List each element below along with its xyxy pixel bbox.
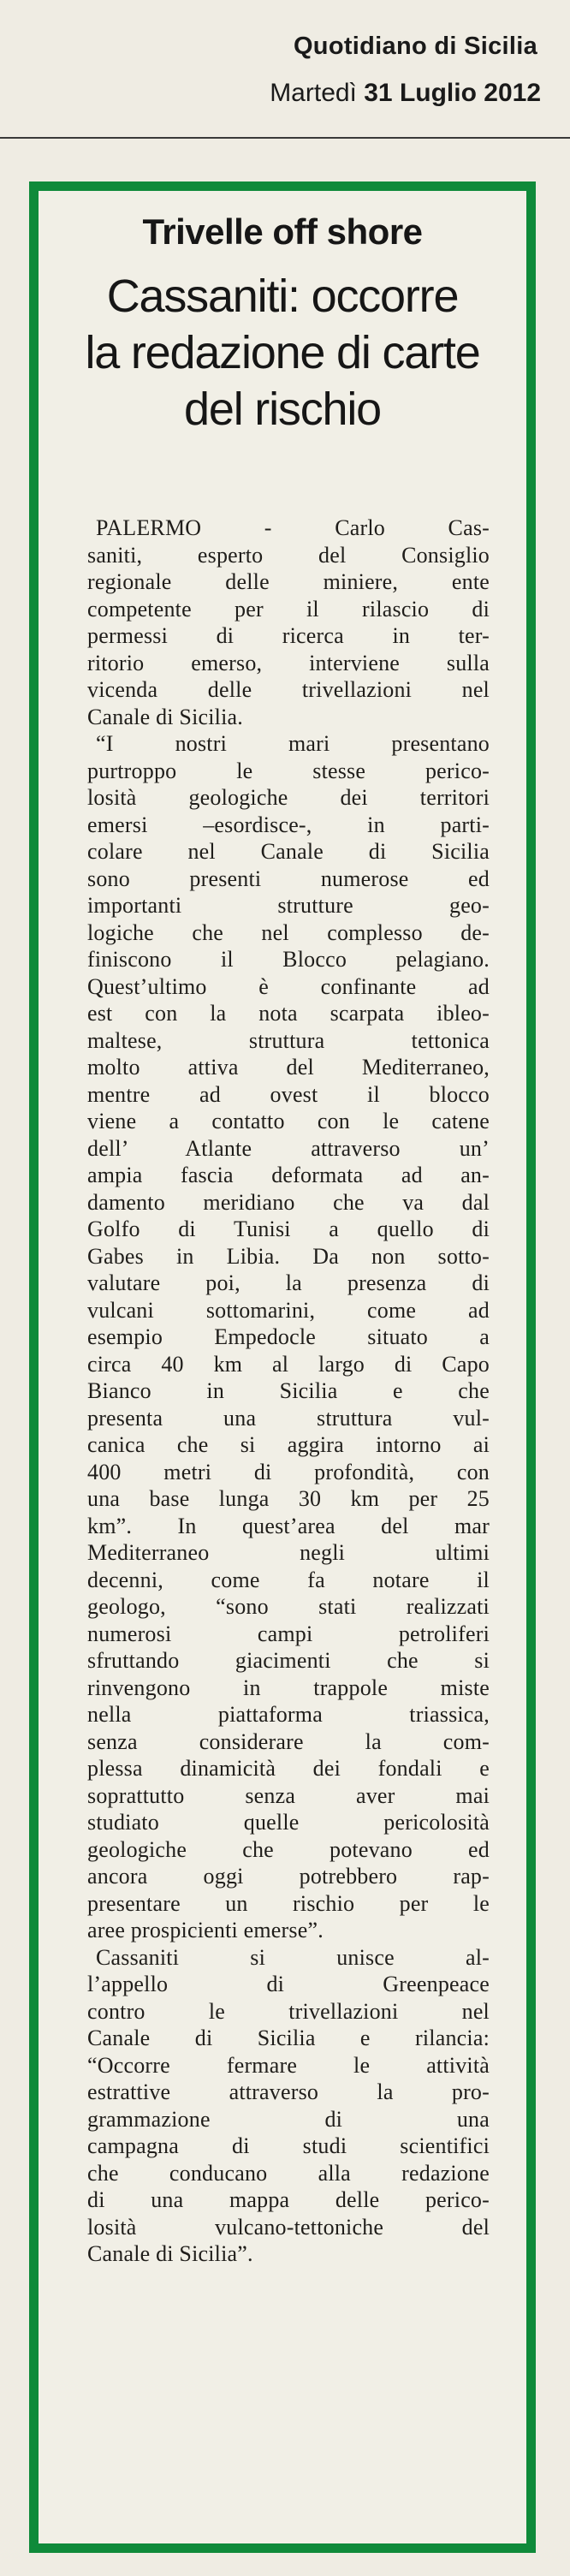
headline-line: Cassaniti: occorre [106, 271, 459, 322]
paragraph-line: losità vulcano-tettoniche del [87, 2214, 490, 2240]
paragraph-line: importanti strutture geo- [87, 893, 490, 918]
paragraph-line: Bianco in Sicilia e che [87, 1378, 490, 1403]
paragraph-line: circa 40 km al largo di Capo [87, 1351, 490, 1377]
paragraph-line: Mediterraneo negli ultimi [87, 1540, 490, 1565]
paragraph-line: l’appello di Greenpeace [87, 1972, 490, 1996]
paragraph-line: regionale delle miniere, ente [87, 569, 490, 594]
paragraph-line: studiato quelle pericolosità [87, 1810, 490, 1835]
date-day-month-year: 31 Luglio 2012 [364, 79, 541, 107]
paragraph-line: geologo, “sono stati realizzati [87, 1594, 490, 1619]
article-frame [29, 181, 536, 2553]
article-paragraph [87, 730, 490, 1944]
paragraph-line: decenni, come fa notare il [87, 1567, 490, 1592]
paragraph-line: Canale di Sicilia”. [87, 2241, 253, 2266]
headline-line: del rischio [184, 384, 381, 435]
article-paragraph [87, 515, 490, 730]
paragraph-line: presentare un rischio per le [87, 1890, 490, 1916]
article-body [87, 515, 490, 2268]
paragraph-line: saniti, esperto del Consiglio [87, 542, 490, 568]
paragraph-line: presenta una struttura vul- [87, 1405, 490, 1431]
paragraph-line: valutare poi, la presenza di [87, 1270, 490, 1295]
article-headline [39, 268, 526, 437]
paragraph-line: senza considerare la com- [87, 1728, 490, 1754]
paragraph-line: finiscono il Blocco pelagiano. [87, 947, 490, 972]
paragraph-line: damento meridiano che va dal [87, 1189, 490, 1215]
paragraph-line: geologiche che potevano ed [87, 1836, 490, 1862]
paragraph-line: vulcani sottomarini, come ad [87, 1297, 490, 1323]
paragraph-line: una base lunga 30 km per 25 [87, 1486, 490, 1511]
paragraph-line: numerosi campi petroliferi [87, 1621, 490, 1646]
paragraph-line: estrattive attraverso la pro- [87, 2079, 490, 2104]
paragraph-line: losità geologiche dei territori [87, 785, 490, 810]
paragraph-line: vicenda delle trivellazioni nel [87, 677, 490, 702]
paragraph-line: 400 metri di profondità, con [87, 1459, 490, 1484]
paragraph-line: purtroppo le stesse perico- [87, 758, 490, 783]
paragraph-line: nella piattaforma triassica, [87, 1702, 490, 1727]
paragraph-line: mentre ad ovest il blocco [87, 1081, 490, 1107]
date-weekday: Martedì [270, 79, 357, 107]
paragraph-line: che conducano alla redazione [87, 2160, 490, 2186]
paragraph-line: plessa dinamicità dei fondali e [87, 1756, 490, 1781]
paragraph-line: Canale di Sicilia. [87, 704, 243, 729]
paragraph-line: viene a contatto con le catene [87, 1109, 490, 1133]
paragraph-line: campagna di studi scientifici [87, 2133, 490, 2158]
paragraph-line: “Occorre fermare le attività [87, 2052, 490, 2078]
paragraph-line: Quest’ultimo è confinante ad [87, 973, 490, 999]
paragraph-line: esempio Empedocle situato a [87, 1324, 490, 1349]
paragraph-line: ampia fascia deformata ad an- [87, 1163, 490, 1187]
paragraph-line: sfruttando giacimenti che si [87, 1648, 490, 1673]
paragraph-line: ritorio emerso, interviene sulla [87, 650, 490, 675]
headline-line: la redazione di carte [85, 327, 480, 378]
paragraph-line: Canale di Sicilia e rilancia: [87, 2026, 490, 2050]
paragraph-line: “I nostri mari presentano [96, 731, 490, 756]
paragraph-line: est con la nota scarpata ibleo- [87, 1001, 490, 1026]
article-paragraph [87, 1944, 490, 2268]
publication-date [270, 79, 541, 108]
masthead [0, 0, 570, 128]
paragraph-line: Cassaniti si unisce al- [96, 1944, 490, 1970]
paragraph-line: rinvengono in trappole miste [87, 1675, 490, 1700]
paragraph-line: competente per il rilascio di [87, 596, 490, 622]
header-divider [0, 137, 570, 139]
paragraph-line: grammazione di una [87, 2106, 490, 2132]
paragraph-line: ancora oggi potrebbero rap- [87, 1864, 490, 1889]
paragraph-line: soprattutto senza aver mai [87, 1782, 490, 1808]
paragraph-line: di una mappa delle perico- [87, 2187, 490, 2212]
paragraph-line: molto attiva del Mediterraneo, [87, 1055, 490, 1080]
article-kicker: Trivelle off shore [142, 211, 423, 252]
paragraph-line: Golfo di Tunisi a quello di [87, 1217, 490, 1241]
paragraph-line: dell’ Atlante attraverso un’ [87, 1135, 490, 1161]
paragraph-line: emersi –esordisce-, in parti- [87, 812, 490, 837]
paragraph-line: Gabes in Libia. Da non sotto- [87, 1243, 490, 1269]
paragraph-line: canica che si aggira intorno ai [87, 1432, 490, 1457]
paragraph-line: PALERMO - Carlo Cas- [96, 515, 490, 540]
paragraph-line: aree prospicienti emerse”. [87, 1918, 324, 1942]
paragraph-line: colare nel Canale di Sicilia [87, 839, 490, 864]
paragraph-line: permessi di ricerca in ter- [87, 623, 490, 648]
newspaper-name: Quotidiano di Sicilia [293, 33, 537, 60]
paragraph-line: contro le trivellazioni nel [87, 1998, 490, 2024]
paragraph-line: maltese, struttura tettonica [87, 1027, 490, 1053]
paragraph-line: km”. In quest’area del mar [87, 1513, 490, 1538]
paragraph-line: logiche che nel complesso de- [87, 919, 490, 945]
paragraph-line: sono presenti numerose ed [87, 866, 490, 891]
